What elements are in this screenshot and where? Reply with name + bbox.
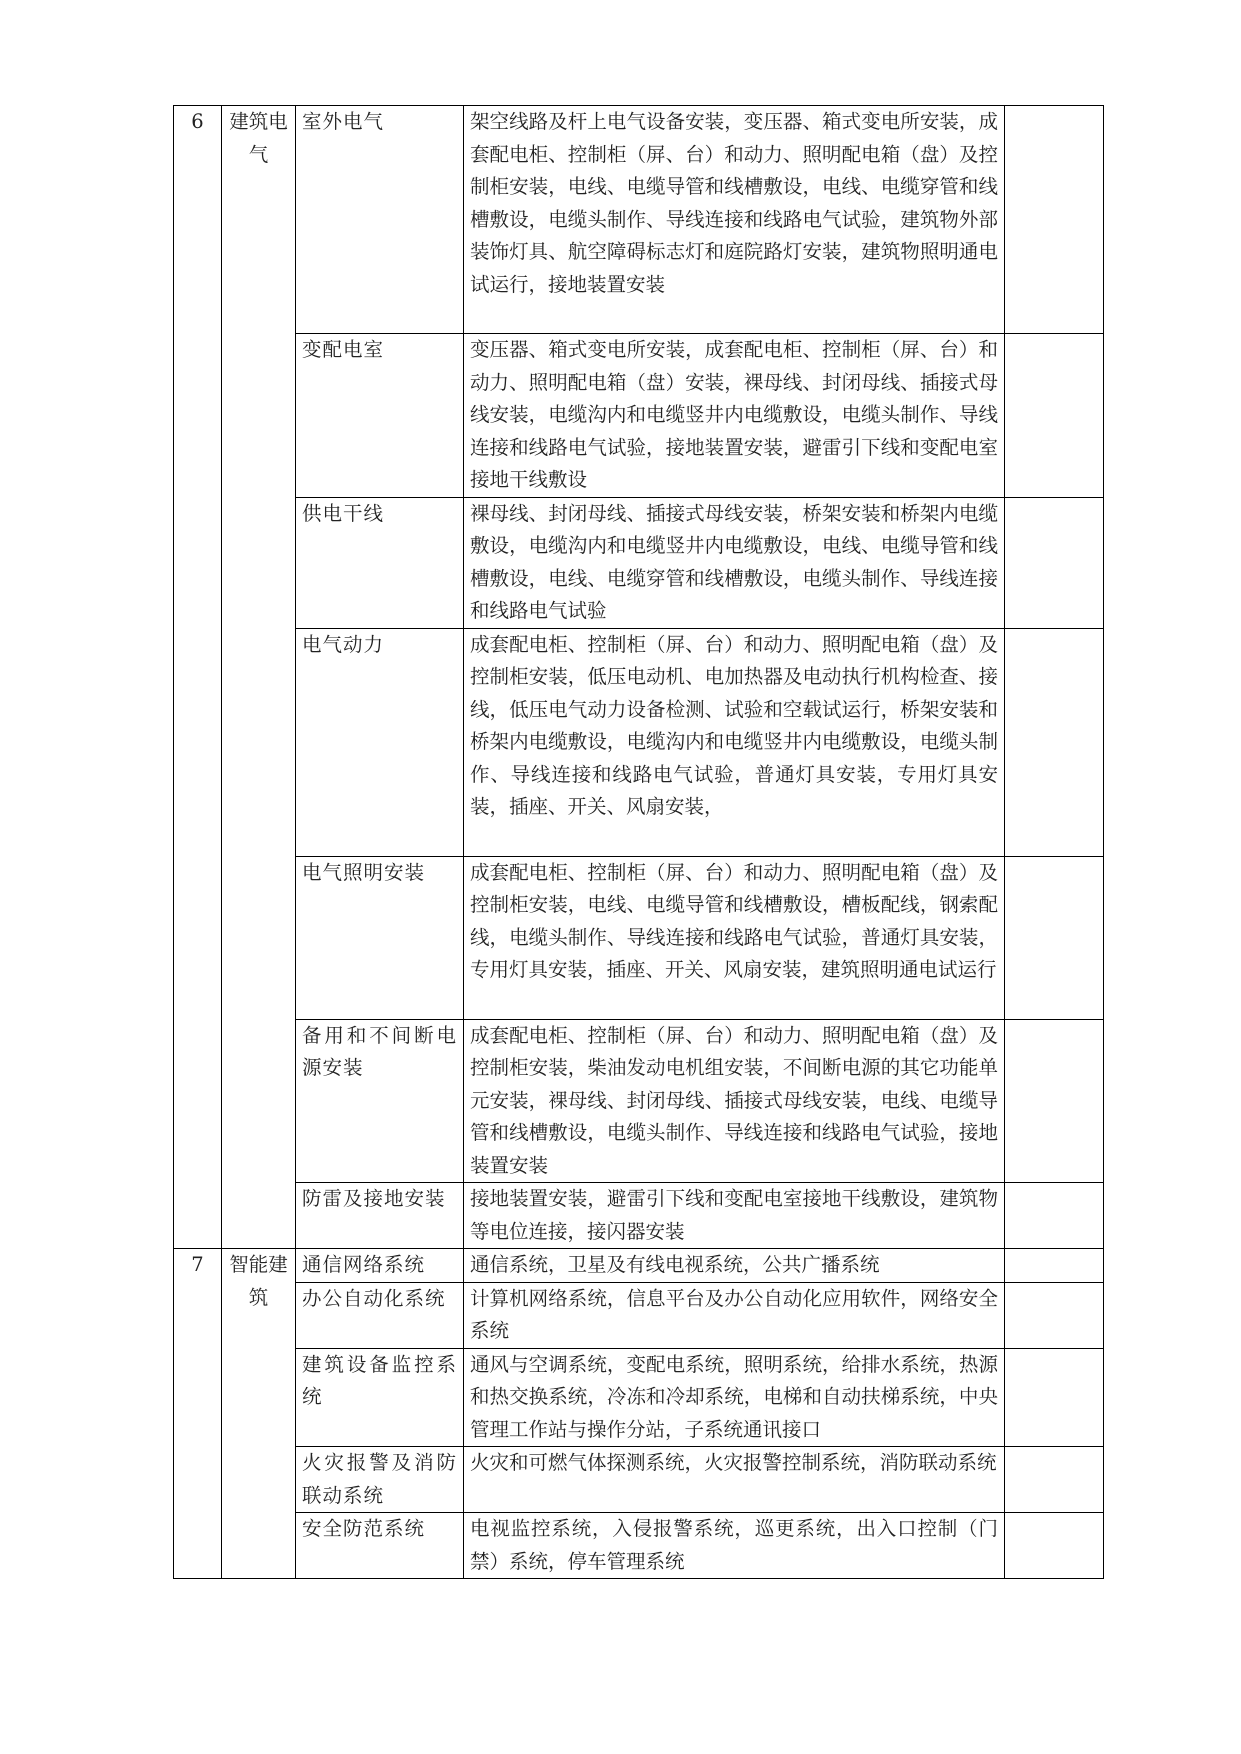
remark-cell <box>1005 106 1104 334</box>
subdivision-name: 防雷及接地安装 <box>296 1183 464 1249</box>
subdivision-name: 建筑设备监控系统 <box>296 1348 464 1447</box>
remark-cell <box>1005 1513 1104 1579</box>
subdivision-name: 备用和不间断电源安装 <box>296 1019 464 1183</box>
division-name: 智能建筑 <box>222 1249 296 1579</box>
subdivision-content: 通风与空调系统，变配电系统，照明系统，给排水系统，热源和热交换系统，冷冻和冷却系统，电梯和自动扶梯系统，中央管理工作站与操作分站，子系统通讯接口 <box>464 1348 1005 1447</box>
remark-cell <box>1005 628 1104 856</box>
item-number: 6 <box>174 106 222 1249</box>
division-name: 建筑电气 <box>222 106 296 1249</box>
remark-cell <box>1005 1019 1104 1183</box>
table-row <box>174 334 1104 498</box>
subdivision-name: 室外电气 <box>296 106 464 334</box>
subdivision-name: 电气照明安装 <box>296 856 464 1019</box>
specification-table <box>173 105 1104 1579</box>
table-row <box>174 1282 1104 1348</box>
subdivision-content: 火灾和可燃气体探测系统，火灾报警控制系统，消防联动系统 <box>464 1447 1005 1513</box>
table-row <box>174 1019 1104 1183</box>
table-row <box>174 106 1104 334</box>
remark-cell <box>1005 856 1104 1019</box>
table-row <box>174 1348 1104 1447</box>
remark-cell <box>1005 1183 1104 1249</box>
subdivision-content: 计算机网络系统，信息平台及办公自动化应用软件，网络安全系统 <box>464 1282 1005 1348</box>
subdivision-name: 供电干线 <box>296 497 464 628</box>
subdivision-content: 成套配电柜、控制柜（屏、台）和动力、照明配电箱（盘）及控制柜安装，柴油发动电机组安装，不间断电源的其它功能单元安装，裸母线、封闭母线、插接式母线安装，电线、电缆导管和线槽敷设，电缆头制作、导线连接和线路电气试验，接地装置安装 <box>464 1019 1005 1183</box>
remark-cell <box>1005 497 1104 628</box>
remark-cell <box>1005 1282 1104 1348</box>
table-row <box>174 1249 1104 1283</box>
table-row <box>174 1513 1104 1579</box>
subdivision-content: 成套配电柜、控制柜（屏、台）和动力、照明配电箱（盘）及控制柜安装，电线、电缆导管和线槽敷设，槽板配线，钢索配线，电缆头制作、导线连接和线路电气试验，普通灯具安装，专用灯具安装，插座、开关、风扇安装，建筑照明通电试运行 <box>464 856 1005 1019</box>
subdivision-content: 成套配电柜、控制柜（屏、台）和动力、照明配电箱（盘）及控制柜安装，低压电动机、电加热器及电动执行机构检查、接线，低压电气动力设备检测、试验和空载试运行，桥架安装和桥架内电缆敷设，电缆沟内和电缆竖井内电缆敷设，电缆头制作、导线连接和线路电气试验，普通灯具安装，专用灯具安装，插座、开关、风扇安装， <box>464 628 1005 856</box>
subdivision-content: 电视监控系统，入侵报警系统，巡更系统，出入口控制（门禁）系统，停车管理系统 <box>464 1513 1005 1579</box>
table-row <box>174 628 1104 856</box>
subdivision-content: 接地装置安装，避雷引下线和变配电室接地干线敷设，建筑物等电位连接，接闪器安装 <box>464 1183 1005 1249</box>
table-row <box>174 856 1104 1019</box>
table-row <box>174 1183 1104 1249</box>
table-row <box>174 497 1104 628</box>
remark-cell <box>1005 334 1104 498</box>
item-number: 7 <box>174 1249 222 1579</box>
subdivision-content: 架空线路及杆上电气设备安装，变压器、箱式变电所安装，成套配电柜、控制柜（屏、台）和动力、照明配电箱（盘）及控制柜安装，电线、电缆导管和线槽敷设，电线、电缆穿管和线槽敷设，电缆头制作、导线连接和线路电气试验，建筑物外部装饰灯具、航空障碍标志灯和庭院路灯安装，建筑物照明通电试运行，接地装置安装 <box>464 106 1005 334</box>
subdivision-content: 通信系统，卫星及有线电视系统，公共广播系统 <box>464 1249 1005 1283</box>
subdivision-name: 安全防范系统 <box>296 1513 464 1579</box>
subdivision-name: 办公自动化系统 <box>296 1282 464 1348</box>
remark-cell <box>1005 1348 1104 1447</box>
subdivision-name: 火灾报警及消防联动系统 <box>296 1447 464 1513</box>
remark-cell <box>1005 1447 1104 1513</box>
subdivision-content: 变压器、箱式变电所安装，成套配电柜、控制柜（屏、台）和动力、照明配电箱（盘）安装，裸母线、封闭母线、插接式母线安装，电缆沟内和电缆竖井内电缆敷设，电缆头制作、导线连接和线路电气试验，接地装置安装，避雷引下线和变配电室接地干线敷设 <box>464 334 1005 498</box>
subdivision-content: 裸母线、封闭母线、插接式母线安装，桥架安装和桥架内电缆敷设，电缆沟内和电缆竖井内电缆敷设，电线、电缆导管和线槽敷设，电线、电缆穿管和线槽敷设，电缆头制作、导线连接和线路电气试验 <box>464 497 1005 628</box>
subdivision-name: 电气动力 <box>296 628 464 856</box>
subdivision-name: 变配电室 <box>296 334 464 498</box>
table-row <box>174 1447 1104 1513</box>
remark-cell <box>1005 1249 1104 1283</box>
subdivision-name: 通信网络系统 <box>296 1249 464 1283</box>
